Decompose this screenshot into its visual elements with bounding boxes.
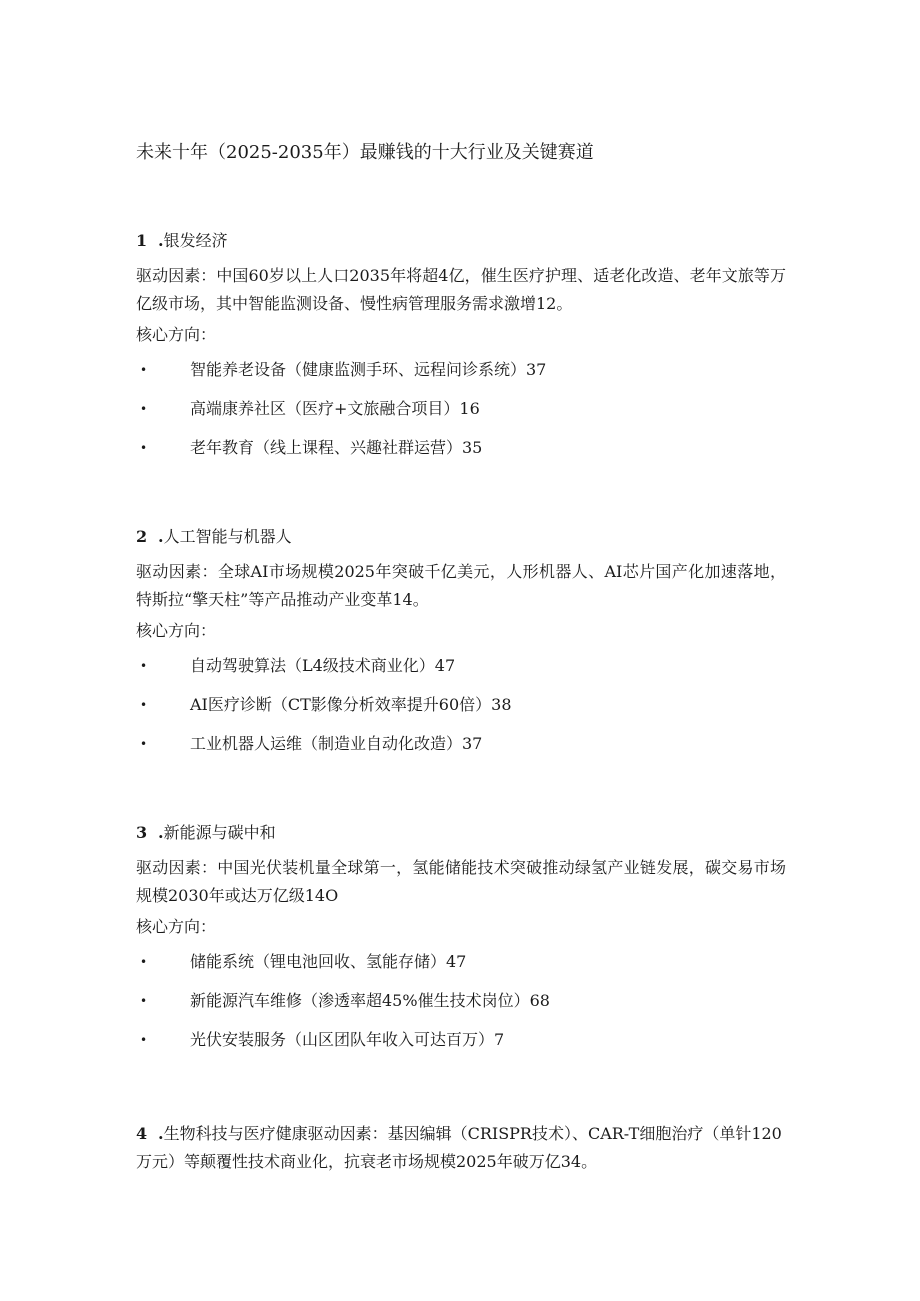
list-item xyxy=(136,940,786,979)
list-item xyxy=(136,348,786,387)
bullet-icon: • xyxy=(140,441,148,455)
list-item xyxy=(136,426,786,465)
list-item-text: 高端康养社区（医疗+文旅融合项目）16 xyxy=(190,399,480,418)
section-title: 银发经济 xyxy=(163,231,228,250)
section-heading xyxy=(136,524,786,550)
list-item xyxy=(136,387,786,426)
core-direction-label: 核心方向： xyxy=(136,621,217,640)
section-number: 3 xyxy=(136,823,148,842)
bullet-icon: • xyxy=(140,1033,148,1047)
list-item xyxy=(136,722,786,761)
section-heading xyxy=(136,228,786,254)
list-item-text: 智能养老设备（健康监测手环、远程问诊系统）37 xyxy=(190,360,547,379)
bullet-icon: • xyxy=(140,659,148,673)
bullet-icon: • xyxy=(140,737,148,751)
bullet-icon: • xyxy=(140,402,148,416)
list-item-text: 储能系统（锂电池回收、氢能存储）47 xyxy=(190,952,467,971)
core-direction-label: 核心方向： xyxy=(136,917,217,936)
list-item-text: 老年教育（线上课程、兴趣社群运营）35 xyxy=(190,438,483,457)
driver-paragraph: 驱动因素：全球AI市场规模2025年突破千亿美元，人形机器人、AI芯片国产化加速落地，特斯拉“擎天柱”等产品推动产业变革14。 xyxy=(136,562,786,609)
section-number: 1 xyxy=(136,231,148,250)
section-title: 新能源与碳中和 xyxy=(163,823,276,842)
section-biotech xyxy=(136,1120,786,1176)
section-number: 4 xyxy=(136,1124,148,1143)
bullet-icon: • xyxy=(140,698,148,712)
section-dot: . xyxy=(158,823,164,842)
core-direction-label: 核心方向： xyxy=(136,325,217,344)
section-title: 人工智能与机器人 xyxy=(163,527,292,546)
driver-paragraph: 驱动因素：中国60岁以上人口2035年将超4亿，催生医疗护理、适老化改造、老年文旅等万亿级市场，其中智能监测设备、慢性病管理服务需求激增12。 xyxy=(136,266,786,313)
list-item-text: 自动驾驶算法（L4级技术商业化）47 xyxy=(190,656,456,675)
list-item-text: 工业机器人运维（制造业自动化改造）37 xyxy=(190,734,483,753)
core-direction-list xyxy=(136,348,786,465)
section-ai-robotics xyxy=(136,524,786,761)
list-item xyxy=(136,1018,786,1057)
section-dot: . xyxy=(158,231,164,250)
section-silver-economy xyxy=(136,228,786,465)
bullet-icon: • xyxy=(140,363,148,377)
document-title: 未来十年（2025-2035年）最赚钱的十大行业及关键赛道 xyxy=(136,142,594,163)
list-item-text: 新能源汽车维修（渗透率超45%催生技术岗位）68 xyxy=(190,991,550,1010)
section-dot: . xyxy=(158,1124,164,1143)
list-item xyxy=(136,683,786,722)
section-heading xyxy=(136,820,786,846)
list-item-text: AI医疗诊断（CT影像分析效率提升60倍）38 xyxy=(190,695,512,714)
section-number: 2 xyxy=(136,527,148,546)
driver-paragraph: 驱动因素：中国光伏装机量全球第一，氢能储能技术突破推动绿氢产业链发展，碳交易市场规模2030年或达万亿级14O xyxy=(136,858,786,905)
bullet-icon: • xyxy=(140,994,148,1008)
list-item xyxy=(136,979,786,1018)
section-new-energy xyxy=(136,820,786,1057)
list-item xyxy=(136,644,786,683)
section-paragraph xyxy=(136,1120,786,1176)
section-text: 生物科技与医疗健康驱动因素：基因编辑（CRISPR技术）、CAR-T细胞治疗（单针120万元）等颠覆性技术商业化，抗衰老市场规模2025年破万亿34。 xyxy=(136,1124,782,1171)
bullet-icon: • xyxy=(140,955,148,969)
core-direction-list xyxy=(136,644,786,761)
core-direction-list xyxy=(136,940,786,1057)
list-item-text: 光伏安装服务（山区团队年收入可达百万）7 xyxy=(190,1030,505,1049)
section-dot: . xyxy=(158,527,164,546)
